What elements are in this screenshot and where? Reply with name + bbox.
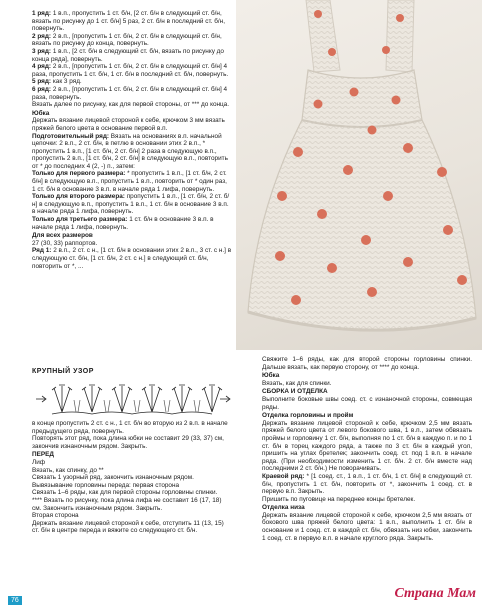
row-label: 4 ряд: (32, 63, 52, 71)
row-text: 2 в.п., [пропустить 1 ст. б/н, 2 ст. б/н в следующий ст. б/н, вязать по рисунку до конца, повернуть. (32, 32, 222, 48)
instruction-paragraph (32, 435, 232, 450)
instruction-paragraph (32, 489, 232, 497)
row-text: в конце пропустить 2 ст. с н., 1 ст. б/н во вторую из 2 в.п. в начале предыдущего ряда, повернуть. (32, 420, 228, 435)
row-text: Вторая сторона (32, 512, 79, 520)
instruction-paragraph (32, 170, 232, 193)
row-label: Краевой ряд: (262, 472, 305, 480)
instruction-paragraph (262, 473, 472, 496)
section-heading: ПЕРЕД (32, 451, 54, 459)
row-text: Держать вязание лицевой стороной к себе, отступить 11 (13, 15) ст. б/н в центре переда и вяжите со следующего ст. б/н. (32, 519, 224, 535)
instruction-paragraph (262, 420, 472, 473)
row-text: Вязать далее по рисунку, как для первой стороны, от *** до конца. (32, 101, 230, 109)
row-text: **** Вязать по рисунку, пока длина лифа не составит 16 (17, 18) см. Закончить изнаночным рядом. Закрыть. (32, 496, 222, 512)
section-heading: Юбка (32, 109, 50, 117)
row-text: Связать 1–6 ряды, как для первой стороны горловины спинки. (32, 489, 218, 497)
instruction-paragraph (32, 247, 232, 270)
site-watermark (394, 584, 476, 604)
instruction-paragraph (32, 497, 232, 512)
section-heading: Юбка (262, 372, 280, 380)
instruction-paragraph (32, 48, 232, 63)
instruction-paragraph (32, 101, 232, 109)
row-text: Вязать, как спинку, до ** (32, 466, 104, 474)
row-text: Повторять этот ряд, пока длина юбки не составит 29 (33, 37) см, закончив изнаночным рядом. Закрыть. (32, 435, 224, 450)
row-text: Вязать, как для спинки. (262, 379, 332, 387)
instruction-paragraph (32, 459, 232, 467)
page-number: 76 (8, 596, 22, 605)
instruction-paragraph (262, 356, 472, 371)
row-text: пропустить 1 в.п., [1 ст. б/н, 2 ст. б/н] в следующую в.п., пропустить 1 в.п., 1 ст. б/н в основание 3 в.п. в начале ряда 1 лифа, повернуть. (32, 193, 230, 216)
row-label: 5 ряд: (32, 78, 52, 86)
knitted-dress-photo (236, 0, 482, 350)
instructions-bottom-left (32, 420, 232, 606)
row-text: 27 (30, 33) раппортов. (32, 239, 98, 247)
row-text: 2 в.п., [пропустить 1 ст. б/н, 2 ст. б/н в следующий ст. б/н] 4 раза, пропустить 1 ст. б/н, 1 ст. б/н в последний ст. б/н, повернуть. (32, 63, 229, 78)
watermark-logo: Страна Мам (394, 586, 476, 601)
instruction-paragraph (262, 380, 472, 388)
row-label: Только для первого размера: (32, 170, 126, 178)
instructions-bottom-right (262, 356, 472, 591)
instruction-paragraph (262, 512, 472, 542)
instruction-paragraph (32, 520, 232, 535)
instruction-paragraph (32, 512, 232, 520)
instruction-paragraph (262, 496, 472, 504)
pattern-title: КРУПНЫЙ УЗОР (32, 368, 94, 375)
section-heading: Отделка горловины и пройм (262, 412, 354, 420)
row-text: Вязать на основаниях в.п. начальной цепочки: 2 в.п., 2 ст. б/н, в петлю в основании этих 2 в.п., * пропустить 1 в.п., [1 ст. б/н, 2 ст. б/н] 2 раза в следующую в.п., пропустить 2 в.п., [1 ст. б/н, 2 ст. б/н] в следующую в.п., повторить от * до последних 4 (2, -) п., затем: (32, 132, 228, 170)
row-text: Пришить по пуговице на переднее концы бретелек. (262, 495, 416, 503)
row-label: 3 ряд: (32, 47, 52, 55)
instruction-paragraph (32, 63, 232, 78)
row-text: Лиф (32, 458, 46, 466)
instructions-top-left (32, 10, 232, 364)
row-text: Связать 1 узорный ряд, закончить изнаночным рядом. (32, 474, 194, 482)
instruction-paragraph (32, 10, 232, 33)
section-heading: Для всех размеров (32, 232, 93, 240)
instruction-paragraph (32, 133, 232, 171)
row-label: 2 ряд: (32, 32, 52, 40)
row-text: Держать вязание лицевой стороной к себе, крючком 2,5 мм вязать пряжей белого цвета от левого бокового шва, 1 в.п., затем обвязать проймы и горловину 1 ст. б/н, выполняя по 1 ст. б/н в каждую п. и по 1 ст. б/н в торец каждого ряда, а также по 3 ст. б/н в каждый угол, пришить на углах бретелек; закончить соед. ст. под 1 в.п. в начале ряда. (При необходимости изменить 1 ст. б/н. 2 ст. б/н вместе над последними 2 ст. б/н.) Не поворачивать. (262, 419, 472, 473)
row-text: 2 в.п., [пропустить 1 ст. б/н, 2 ст. б/н в следующий ст. б/н] 4 раза, повернуть. (32, 85, 228, 101)
row-label: 6 ряд: (32, 85, 52, 93)
instruction-paragraph (32, 78, 232, 86)
instruction-paragraph (32, 216, 232, 231)
row-text: 1 в.п., [2 ст. б/н в следующий ст. б/н, вязать по рисунку до конца ряда], повернуть. (32, 47, 224, 63)
row-text: Вывязывание горловины переда: первая сторона (32, 481, 180, 489)
instruction-paragraph (32, 117, 232, 132)
row-text: как 3 ряд. (51, 78, 82, 86)
row-label: 1 ряд: (32, 10, 52, 17)
section-heading: СБОРКА И ОТДЕЛКА (262, 388, 328, 396)
instruction-paragraph (32, 33, 232, 48)
row-text: 1 в.п., пропустить 1 ст. б/н, [2 ст. б/н в следующий ст. б/н, вязать по рисунку до 1 ст. б/н] 5 раз, 2 ст. б/н в последний ст. б/н, повернуть. (32, 10, 225, 33)
row-text: * [1 соед. ст., 1 в.п., 1 ст. б/н, 1 ст. б/н] в следующий ст. б/н, пропустить 1 ст. б/н, повторить от *, закончить 1 соед. ст. в первую в.п. Закрыть. (262, 472, 472, 496)
row-text: Выполните боковые швы соед. ст. с изнаночной стороны, совмещая ряды. (262, 395, 472, 411)
instruction-paragraph (32, 474, 232, 482)
section-heading: Отделка низа (262, 504, 305, 512)
row-label: Только для второго размера: (32, 193, 125, 201)
row-label: Только для третьего размера: (32, 216, 128, 224)
row-text: 1 ст. б/н в основание 3 в.п. в начале ряда 1 лифа, повернуть. (32, 216, 214, 231)
instruction-paragraph (32, 193, 232, 216)
instruction-paragraph (32, 420, 232, 435)
row-label: Подготовительный ряд: (32, 132, 110, 140)
row-text: 2 в.п., 2 ст. с н., [1 ст. б/н в основании этих 2 в.п., 3 ст. с н.] в следующую ст. б/н, [1 ст. б/н, 2 ст. с н.] в следующий ст. б/н, повторить от *, ... (32, 247, 232, 270)
crochet-chart-diagram (32, 380, 232, 418)
row-text: Держать вязание лицевой стороной к себе, крючком 3 мм вязать пряжей белого цвета в основание первой в.п. (32, 117, 225, 132)
row-text: * пропустить 1 в.п., [1 ст. б/н, 2 ст. б/н] в следующую в.п., пропустить 1 в.п., повторить от * один раз, 1 ст. б/н в основание 3 в.п. в начале ряда 1 лифа, повернуть. (32, 170, 227, 193)
row-text: Свяжите 1–6 ряды, как для второй стороны горловины спинки. Дальше вязать, как первую сторону, от **** до конца. (262, 356, 472, 371)
row-label: Ряд 1: (32, 247, 52, 255)
instruction-paragraph (32, 86, 232, 101)
dress-illustration (236, 0, 482, 350)
row-text: Держать вязание лицевой стороной к себе, крючком 2,5 мм вязать от бокового шва пряжей белого цвета: 1 в.п., выполнить 1 ст. б/н в основание и 1 соед. ст. в каждой ст. б/н, обвязать низ юбки, закончить 1 соед. ст. в первую в.п. в начале круглого ряда. Закрыть. (262, 511, 472, 542)
instruction-paragraph (262, 396, 472, 411)
